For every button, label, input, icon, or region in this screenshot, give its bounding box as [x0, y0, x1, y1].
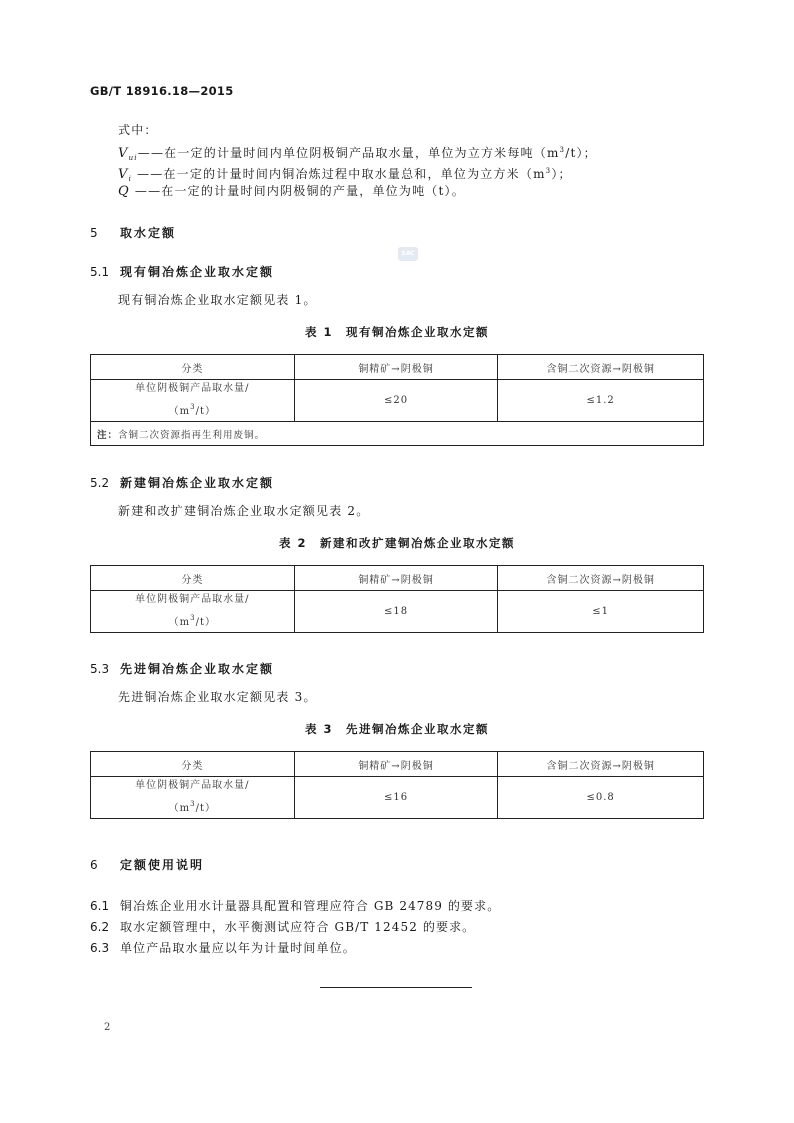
note-text: 含铜二次资源指再生利用废铜。	[118, 429, 266, 441]
unit-text: （m	[168, 617, 191, 628]
table-row-label	[91, 591, 295, 633]
row-label-unit	[91, 398, 294, 421]
formula-definition: ——在一定的计量时间内单位阴极铜产品取水量，单位为立方米每吨（m	[137, 146, 560, 160]
row-label-line1: 单位阴极铜产品取水量/	[135, 594, 250, 605]
table-note	[91, 422, 704, 446]
table-header-cell: 含铜二次资源→阴极铜	[498, 355, 704, 380]
table-row	[91, 591, 704, 633]
sac-watermark-logo: SAC	[398, 247, 418, 261]
table-row	[91, 777, 704, 819]
formula-definition: ——在一定的计量时间内阴极铜的产量，单位为吨（t）。	[129, 184, 465, 198]
formula-subscript: ui	[128, 154, 138, 162]
table-header-cell: 含铜二次资源→阴极铜	[498, 752, 704, 777]
table-3-caption: 表 3 先进铜冶炼企业取水定额	[304, 722, 489, 736]
table-2-caption: 表 2 新建和改扩建铜冶炼企业取水定额	[278, 536, 515, 550]
table-header-cell: 铜精矿→阴极铜	[294, 355, 498, 380]
unit-exponent: 3	[190, 800, 196, 808]
note-label: 注：	[97, 429, 119, 441]
table-value-cell: ≤18	[294, 591, 498, 633]
section-5-2-paragraph: 新建和改扩建铜冶炼企业取水定额见表 2。	[118, 504, 370, 518]
section-title: 新建铜冶炼企业取水定额	[120, 476, 275, 490]
unit-tail: /t）	[195, 803, 217, 814]
section-6-heading	[90, 856, 204, 873]
table-row-label	[91, 380, 295, 422]
unit-exponent: 3	[190, 403, 196, 411]
unit-tail: /t）	[195, 617, 217, 628]
table-header-cell: 分类	[91, 566, 295, 591]
section-5-3-paragraph: 先进铜冶炼企业取水定额见表 3。	[118, 690, 317, 704]
table-header-cell: 含铜二次资源→阴极铜	[498, 566, 704, 591]
row-label-unit	[91, 795, 294, 818]
item-text: 单位产品取水量应以年为计量时间单位。	[120, 941, 356, 955]
section-number: 5.2	[90, 476, 110, 490]
item-text: 取水定额管理中，水平衡测试应符合 GB/T 12452 的要求。	[120, 920, 476, 934]
section-title: 现有铜冶炼企业取水定额	[120, 265, 275, 279]
section-title: 取水定额	[120, 226, 177, 240]
unit-text: （m	[168, 406, 191, 417]
table-1	[90, 354, 704, 446]
table-header-row	[91, 355, 704, 380]
table-1-caption: 表 1 现有铜冶炼企业取水定额	[304, 325, 489, 339]
table-header-cell: 铜精矿→阴极铜	[294, 566, 498, 591]
row-label-line1: 单位阴极铜产品取水量/	[135, 780, 250, 791]
standard-code: GB/T 18916.18—2015	[90, 84, 234, 98]
row-label-line1: 单位阴极铜产品取水量/	[135, 383, 250, 394]
item-number: 6.1	[90, 899, 110, 913]
page-number: 2	[104, 1022, 111, 1033]
table-note-row	[91, 422, 704, 446]
formula-variable: V	[118, 146, 129, 161]
formula-exponent: 3	[545, 167, 552, 175]
table-value-cell: ≤1	[498, 591, 704, 633]
section-5-3-heading	[90, 660, 274, 677]
section-5-heading	[90, 224, 176, 241]
table-value-cell: ≤16	[294, 777, 498, 819]
section-number: 5.1	[90, 265, 110, 279]
formula-unit-tail: /t）；	[565, 146, 597, 160]
row-label-unit	[91, 609, 294, 632]
formula-exponent: 3	[559, 146, 566, 154]
table-header-cell: 分类	[91, 355, 295, 380]
table-row-label	[91, 777, 295, 819]
end-rule-divider	[320, 987, 472, 988]
list-item	[90, 918, 475, 935]
table-3	[90, 751, 704, 819]
table-value-cell: ≤1.2	[498, 380, 704, 422]
item-number: 6.2	[90, 920, 110, 934]
section-5-2-heading	[90, 474, 274, 491]
item-number: 6.3	[90, 941, 110, 955]
section-title: 定额使用说明	[120, 858, 205, 872]
unit-exponent: 3	[190, 614, 196, 622]
table-header-row	[91, 752, 704, 777]
list-item	[90, 897, 500, 914]
section-number: 5.3	[90, 662, 110, 676]
formula-variable: Q	[118, 184, 130, 199]
formula-unit-tail: ）；	[551, 167, 572, 181]
table-value-cell: ≤20	[294, 380, 498, 422]
formula-variable: V	[118, 167, 129, 182]
unit-text: （m	[168, 803, 191, 814]
section-number: 6	[90, 858, 98, 872]
unit-tail: /t）	[195, 406, 217, 417]
list-item	[90, 939, 356, 956]
section-5-1-heading	[90, 263, 274, 280]
formula-intro: 式中：	[118, 123, 158, 137]
table-header-cell: 分类	[91, 752, 295, 777]
item-text: 铜冶炼企业用水计量器具配置和管理应符合 GB 24789 的要求。	[120, 899, 501, 913]
formula-line-q	[118, 183, 465, 200]
section-number: 5	[90, 226, 98, 240]
table-row	[91, 380, 704, 422]
table-header-row	[91, 566, 704, 591]
formula-subscript: i	[128, 175, 133, 183]
formula-definition: ——在一定的计量时间内铜冶炼过程中取水量总和，单位为立方米（m	[132, 167, 546, 181]
table-value-cell: ≤0.8	[498, 777, 704, 819]
section-title: 先进铜冶炼企业取水定额	[120, 662, 275, 676]
section-5-1-paragraph: 现有铜冶炼企业取水定额见表 1。	[118, 293, 317, 307]
table-header-cell: 铜精矿→阴极铜	[294, 752, 498, 777]
table-2	[90, 565, 704, 633]
